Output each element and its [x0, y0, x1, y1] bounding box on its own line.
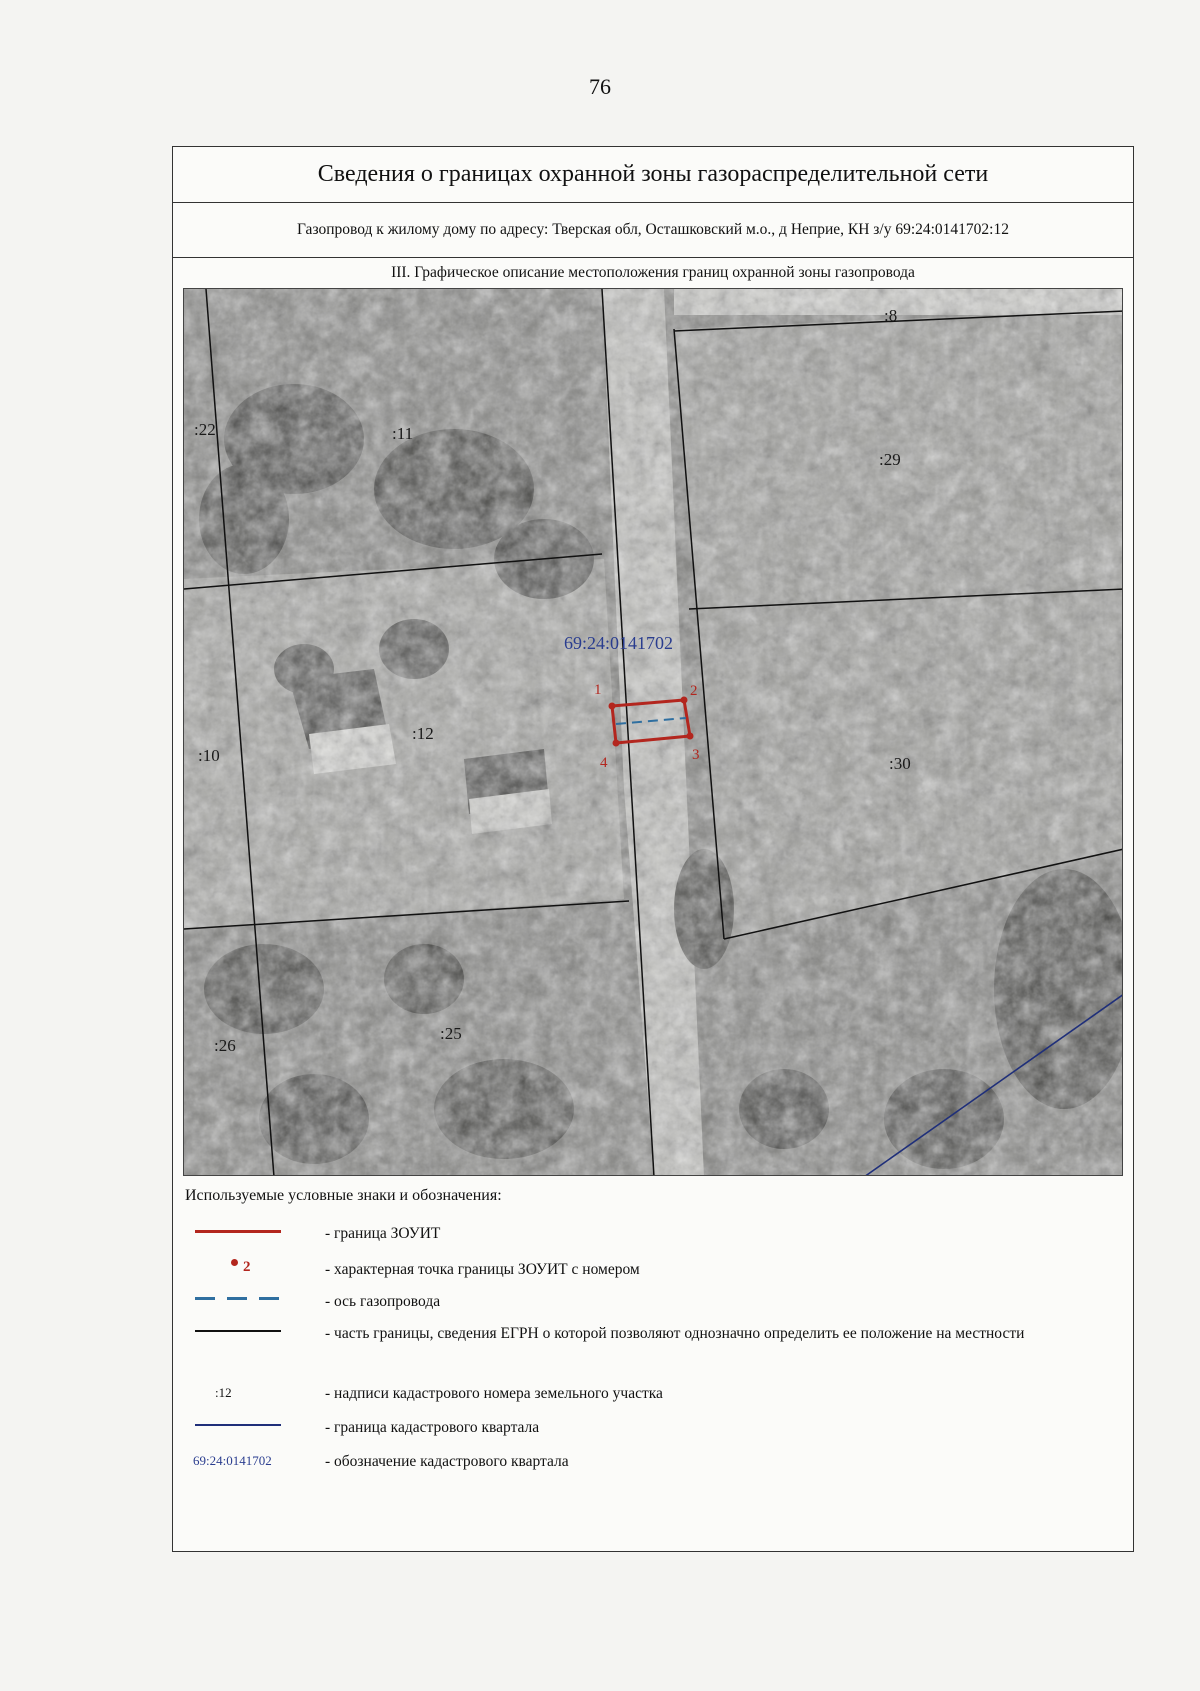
parcel-label: :26 — [214, 1036, 236, 1055]
navy-line-icon — [195, 1424, 281, 1426]
legend-symbol — [185, 1317, 295, 1347]
quarter-label-sample: 69:24:0141702 — [193, 1453, 272, 1468]
point-label: 1 — [594, 682, 602, 698]
point-label: 4 — [600, 755, 608, 771]
legend-item-quarter-boundary — [173, 1411, 1133, 1441]
section-title: III. Графическое описание местоположения границ охранной зоны газопровода — [391, 264, 915, 281]
point-label: 2 — [690, 683, 698, 699]
legend-item-parcel-boundary — [173, 1317, 1133, 1369]
point-number-sample: 2 — [243, 1259, 251, 1275]
legend-heading: Используемые условные знаки и обозначения: — [185, 1187, 502, 1204]
legend-text: - характерная точка границы ЗОУИТ с номером — [325, 1261, 640, 1278]
document-frame — [172, 146, 1134, 1552]
legend-symbol — [185, 1253, 295, 1283]
legend-text: - надписи кадастрового номера земельного участка — [325, 1385, 663, 1402]
legend-symbol — [185, 1411, 295, 1441]
parcel-label: :25 — [440, 1024, 462, 1043]
legend-item-boundary-point — [173, 1253, 1133, 1283]
document-title: Сведения о границах охранной зоны газораспределительной сети — [173, 147, 1133, 203]
map-canvas — [184, 289, 1123, 1176]
parcel-label: :12 — [412, 724, 434, 743]
red-point-icon — [231, 1259, 238, 1266]
legend-item-zone-boundary — [173, 1217, 1133, 1247]
legend-symbol — [185, 1217, 295, 1247]
page-number: 76 — [589, 74, 611, 99]
black-line-icon — [195, 1330, 281, 1332]
parcel-label: :11 — [392, 424, 414, 443]
point-label: 3 — [692, 747, 700, 763]
legend-symbol — [185, 1377, 295, 1407]
parcel-label: :22 — [194, 420, 216, 439]
legend-text: - ось газопровода — [325, 1293, 441, 1310]
map-texture-fine — [184, 289, 1123, 1176]
blue-dash-icon — [195, 1297, 281, 1300]
legend-symbol — [185, 1285, 295, 1315]
parcel-label: :10 — [198, 746, 220, 765]
parcel-label: :30 — [889, 754, 911, 773]
parcel-label-sample: :12 — [215, 1385, 232, 1400]
legend-text: - обозначение кадастрового квартала — [325, 1453, 569, 1470]
legend-text: - граница ЗОУИТ — [325, 1225, 441, 1242]
red-line-icon — [195, 1230, 281, 1233]
legend-item-parcel-label — [173, 1377, 1133, 1407]
legend-item-gas-axis — [173, 1285, 1133, 1315]
aerial-map — [183, 288, 1123, 1176]
object-description: Газопровод к жилому дому по адресу: Тверская обл, Осташковский м.о., д Неприе, КН з/у 69:24:0141702:12 — [173, 203, 1133, 258]
legend-text: - граница кадастрового квартала — [325, 1419, 540, 1436]
parcel-label: :29 — [879, 450, 901, 469]
legend-symbol — [185, 1445, 295, 1475]
parcel-label: :8 — [884, 306, 898, 325]
quarter-label: 69:24:0141702 — [564, 633, 674, 653]
legend-text: - часть границы, сведения ЕГРН о которой позволяют однозначно определить ее положение на местности — [325, 1325, 1025, 1342]
legend-item-quarter-label — [173, 1445, 1133, 1475]
